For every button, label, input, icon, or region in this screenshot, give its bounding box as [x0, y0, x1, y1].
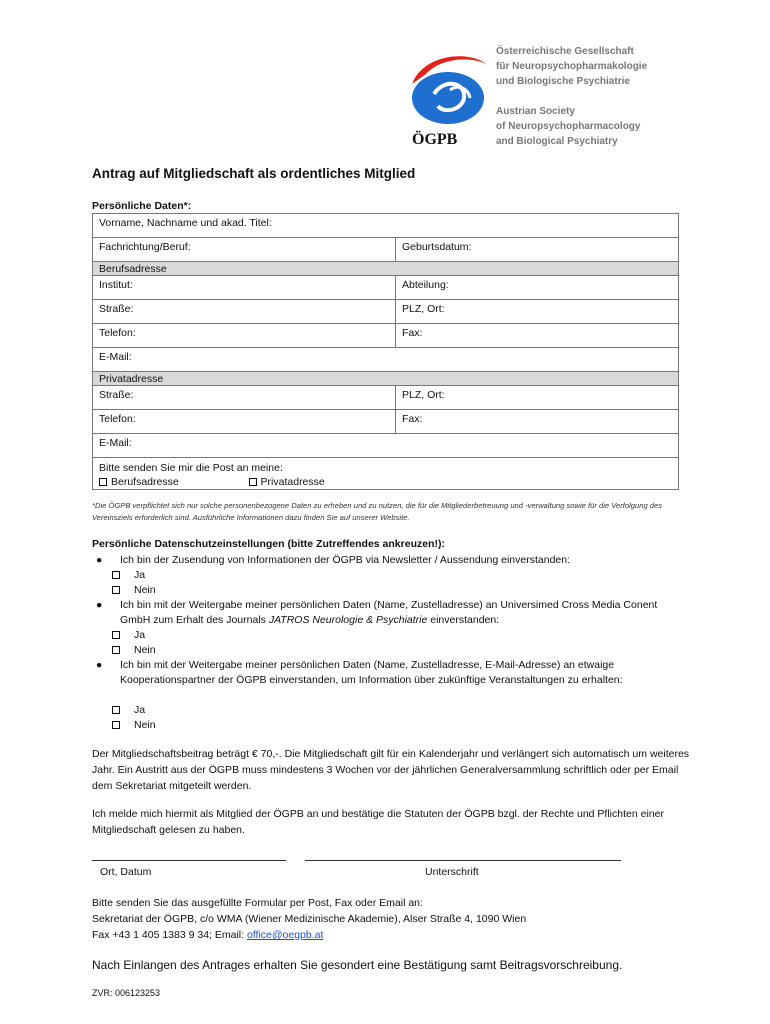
work-fax-field[interactable]: Fax: — [396, 324, 679, 348]
privacy-settings-heading: Persönliche Datenschutzeinstellungen (bitte Zutreffendes ankreuzen!): — [92, 538, 445, 550]
birthdate-field[interactable]: Geburtsdatum: — [396, 238, 679, 262]
checkbox-q1-yes[interactable] — [112, 571, 120, 579]
work-phone-field[interactable]: Telefon: — [93, 324, 396, 348]
work-address-option: Berufsadresse — [111, 476, 179, 488]
checkbox-q2-yes[interactable] — [112, 631, 120, 639]
bullet-icon: ● — [96, 599, 103, 611]
form-title: Antrag auf Mitgliedschaft als ordentliches Mitglied — [92, 166, 416, 181]
email-link[interactable]: office@oegpb.at — [246, 929, 324, 941]
confirmation-note: Nach Einlangen des Antrages erhalten Sie gesondert eine Bestätigung samt Beitragsvorschreibung. — [92, 958, 623, 972]
private-zip-field[interactable]: PLZ, Ort: — [396, 386, 679, 410]
checkbox-q3-yes[interactable] — [112, 706, 120, 714]
privacy-footnote: *Die ÖGPB verpflichtet sich nur solche personenbezogene Daten zu erheben und zu nutzen, die für die Mitgliederbetreuung und -verwaltung sowie für die Verfolgung des Vereinsziels erforderlich sind. Ausführliche Informationen dazu finden Sie auf unserer Website. — [92, 501, 663, 522]
oegpb-logo — [404, 44, 496, 152]
membership-fee-text: Der Mitgliedschaftsbeitrag beträgt € 70,-. Die Mitgliedschaft gilt für ein Kalenderjahr und verlängert sich automatisch um weiteres Jahr. Ein Austritt aus der ÖGPB muss mindestens 3 Wochen vor der jährlichen Generalversammlung schriftlich oder per Email dem Sekretariat mitgeteilt werden. — [92, 748, 690, 792]
checkbox-private-address[interactable] — [249, 478, 257, 486]
signature-label: Unterschrift — [425, 866, 479, 878]
private-fax-field[interactable]: Fax: — [396, 410, 679, 434]
profession-field[interactable]: Fachrichtung/Beruf: — [93, 238, 396, 262]
journal-name: JATROS Neurologie & Psychiatrie — [268, 614, 428, 626]
bullet-icon: ● — [96, 659, 103, 671]
bullet-icon: ● — [96, 554, 103, 566]
private-email-field[interactable]: E-Mail: — [93, 434, 679, 458]
mail-preference-label: Bitte senden Sie mir die Post an meine: — [99, 462, 283, 474]
checkbox-q1-no[interactable] — [112, 586, 120, 594]
q2-no-option: Nein — [112, 643, 156, 658]
checkbox-work-address[interactable] — [99, 478, 107, 486]
private-address-option: Privatadresse — [260, 476, 325, 488]
q3-no-option: Nein — [112, 718, 156, 733]
checkbox-q2-no[interactable] — [112, 646, 120, 654]
private-address-header: Privatadresse — [93, 372, 679, 386]
checkbox-q3-no[interactable] — [112, 721, 120, 729]
q1-yes-option: Ja — [112, 568, 145, 583]
privacy-question-1: ● Ich bin der Zusendung von Informationen der ÖGPB via Newsletter / Aussendung einverstanden: — [96, 554, 571, 566]
svg-text:ÖGPB: ÖGPB — [412, 131, 458, 148]
department-field[interactable]: Abteilung: — [396, 276, 679, 300]
place-date-label: Ort, Datum — [100, 866, 152, 878]
place-date-line[interactable] — [92, 860, 286, 861]
privacy-question-3: ● Ich bin mit der Weitergabe meiner persönlichen Daten (Name, Zustelladresse, E-Mail-Adresse) an etwaige Kooperationspartner der ÖGPB einverstanden, um Information über zukünftige Veranstaltungen zu erhalten: — [96, 659, 623, 686]
personal-data-table — [92, 213, 679, 490]
name-field[interactable]: Vorname, Nachname und akad. Titel: — [93, 214, 679, 238]
work-street-field[interactable]: Straße: — [93, 300, 396, 324]
send-instructions: Bitte senden Sie das ausgefüllte Formular per Post, Fax oder Email an: Sekretariat der ÖGPB, c/o WMA (Wiener Medizinische Akademie), Alser Straße 4, 1090 Wien Fax +43 1 405 1383 9 34; Email: office@oegpb.at — [92, 897, 527, 941]
work-address-header: Berufsadresse — [93, 262, 679, 276]
work-email-field[interactable]: E-Mail: — [93, 348, 679, 372]
privacy-question-2: ● Ich bin mit der Weitergabe meiner persönlichen Daten (Name, Zustelladresse) an Universimed Cross Media Conent GmbH zum Erhalt des Journals JATROS Neurologie & Psychiatrie einverstanden: — [96, 599, 658, 626]
personal-data-heading: Persönliche Daten*: — [92, 200, 192, 212]
mail-preference-cell — [93, 458, 679, 490]
institute-field[interactable]: Institut: — [93, 276, 396, 300]
signature-line[interactable] — [305, 860, 621, 861]
zvr-number: ZVR: 006123253 — [92, 988, 161, 998]
q3-yes-option: Ja — [112, 703, 145, 718]
q1-no-option: Nein — [112, 583, 156, 598]
q2-yes-option: Ja — [112, 628, 145, 643]
private-street-field[interactable]: Straße: — [93, 386, 396, 410]
organization-name: Österreichische Gesellschaft für Neuropsychopharmakologie und Biologische Psychiatrie Austrian Society of Neuropsychopharmacology and Biological Psychiatry — [496, 46, 648, 147]
private-phone-field[interactable]: Telefon: — [93, 410, 396, 434]
declaration-text: Ich melde mich hiermit als Mitglied der ÖGPB an und bestätige die Statuten der ÖGPB bzgl. der Rechte und Pflichten einer Mitgliedschaft gelesen zu haben. — [92, 808, 664, 836]
work-zip-field[interactable]: PLZ, Ort: — [396, 300, 679, 324]
